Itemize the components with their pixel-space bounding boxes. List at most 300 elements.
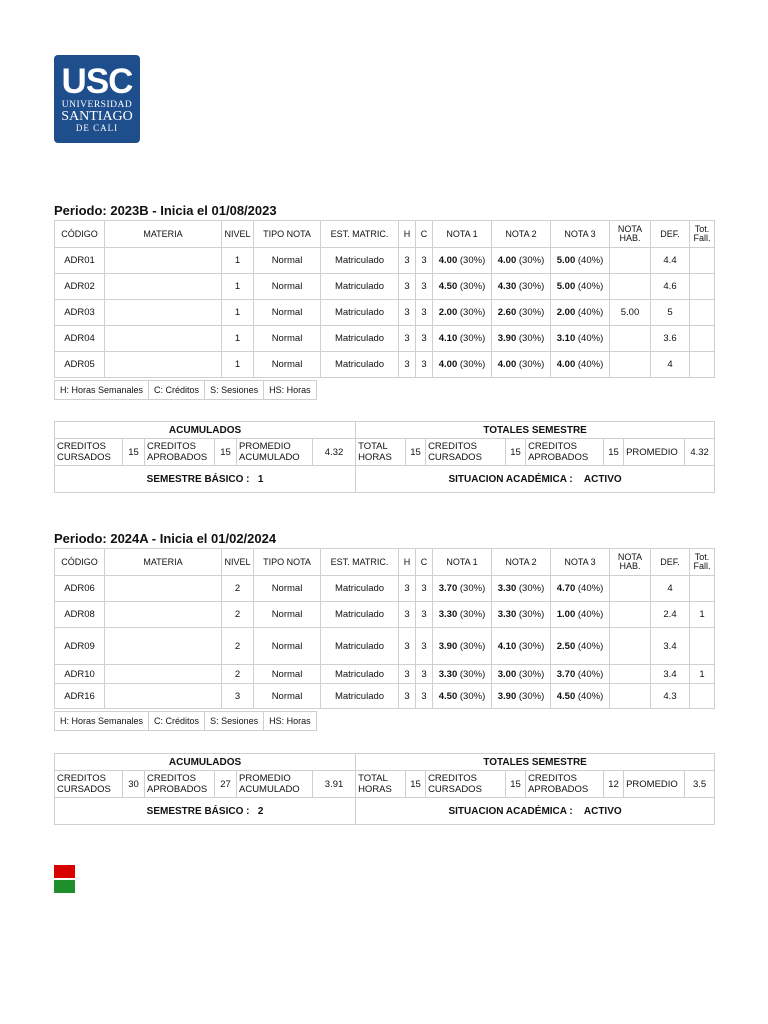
- acumulados-header: ACUMULADOS: [55, 754, 356, 771]
- cell-h: 3: [399, 576, 416, 602]
- situacion-academica-value: ACTIVO: [583, 805, 622, 817]
- cell-c: 3: [416, 684, 433, 709]
- cell-materia: [105, 326, 222, 352]
- nota-1-pct: (30%): [457, 640, 486, 652]
- cell-nota-2: [492, 326, 551, 352]
- cell-nota-3: [551, 684, 610, 709]
- cell-c: 3: [416, 274, 433, 300]
- cell-est-matric: Matriculado: [321, 326, 399, 352]
- green-legend-swatch: [54, 880, 75, 893]
- nota-3-pct: (40%): [575, 609, 604, 620]
- period-title: [54, 202, 714, 220]
- table-row: [55, 300, 715, 326]
- logo-line3: DE CALI: [75, 123, 119, 133]
- cell-est-matric: Matriculado: [321, 628, 399, 665]
- cell-tipo-nota: Normal: [254, 576, 321, 602]
- grades-header-row: [55, 221, 715, 248]
- header-c: C: [416, 221, 433, 248]
- period-title-suffix: - Inicia el 01/08/2023: [148, 203, 277, 218]
- situacion-academica: [356, 466, 715, 493]
- cell-nivel: 1: [222, 300, 254, 326]
- table-row: [55, 665, 715, 684]
- tot-cred-cursados-label: CREDITOS CURSADOS: [426, 771, 506, 798]
- cell-codigo: ADR09: [55, 628, 105, 665]
- cell-h: 3: [399, 665, 416, 684]
- logo-line2: SANTIAGO: [61, 109, 133, 124]
- header-est-matric: EST. MATRIC.: [321, 221, 399, 248]
- cell-est-matric: Matriculado: [321, 274, 399, 300]
- table-row: [55, 352, 715, 378]
- header-nota-1: NOTA 1: [433, 549, 492, 576]
- legend-item-h: H: Horas Semanales: [55, 381, 149, 400]
- nota-2-value: 4.10: [497, 640, 517, 652]
- cell-codigo: ADR16: [55, 684, 105, 709]
- cell-nota-hab: [610, 326, 651, 352]
- cell-nota-hab: [610, 665, 651, 684]
- cell-nota-hab: 5.00: [610, 300, 651, 326]
- nota-3-pct: (40%): [575, 333, 604, 344]
- cell-est-matric: Matriculado: [321, 684, 399, 709]
- period-title: [54, 530, 714, 548]
- nota-1-pct: (30%): [457, 307, 486, 318]
- cell-nota-2: [492, 274, 551, 300]
- total-horas-value: 15: [406, 439, 426, 466]
- nota-2-pct: (30%): [516, 609, 545, 620]
- cell-nota-2: [492, 300, 551, 326]
- period-section-2023b: [54, 202, 714, 400]
- cell-materia: [105, 684, 222, 709]
- cell-h: 3: [399, 248, 416, 274]
- cell-c: 3: [416, 248, 433, 274]
- cell-nota-1: [433, 352, 492, 378]
- table-row: [55, 576, 715, 602]
- nota-3-value: 5.00: [556, 255, 576, 266]
- tot-cred-cursados-label: CREDITOS CURSADOS: [426, 439, 506, 466]
- nota-3-value: 4.70: [556, 583, 576, 594]
- acumulados-header: ACUMULADOS: [55, 422, 356, 439]
- nota-3-pct: (40%): [575, 281, 604, 292]
- logo-abbr: USC: [61, 62, 133, 101]
- cell-nivel: 1: [222, 326, 254, 352]
- total-horas-label: TOTAL HORAS: [356, 771, 406, 798]
- cell-tipo-nota: Normal: [254, 602, 321, 628]
- cell-h: 3: [399, 684, 416, 709]
- header-tipo-nota: TIPO NOTA: [254, 549, 321, 576]
- nota-1-value: 4.00: [438, 255, 458, 266]
- promedio-label: PROMEDIO: [624, 439, 685, 466]
- nota-1-pct: (30%): [457, 255, 486, 266]
- nota-1-value: 4.50: [438, 690, 458, 702]
- nota-3-value: 3.10: [556, 333, 576, 344]
- grades-table: [54, 548, 715, 709]
- header-nota-3: NOTA 3: [551, 221, 610, 248]
- table-row: [55, 274, 715, 300]
- header-tot-fall: Tot. Fall.: [690, 221, 715, 248]
- cell-nivel: 3: [222, 684, 254, 709]
- nota-2-value: 3.30: [497, 583, 517, 594]
- cell-nota-2: [492, 628, 551, 665]
- table-row: [55, 628, 715, 665]
- cell-nota-hab: [610, 576, 651, 602]
- cell-c: 3: [416, 602, 433, 628]
- header-codigo: CÓDIGO: [55, 549, 105, 576]
- acum-cred-aprobados-value: 27: [215, 771, 237, 798]
- cell-materia: [105, 300, 222, 326]
- cell-tot-fall: [690, 628, 715, 665]
- cell-materia: [105, 602, 222, 628]
- cell-tipo-nota: Normal: [254, 628, 321, 665]
- acum-cred-aprobados-value: 15: [215, 439, 237, 466]
- cell-nivel: 1: [222, 274, 254, 300]
- cell-tipo-nota: Normal: [254, 326, 321, 352]
- header-codigo: CÓDIGO: [55, 221, 105, 248]
- cell-est-matric: Matriculado: [321, 602, 399, 628]
- cell-def: 3.4: [651, 665, 690, 684]
- nota-3-value: 2.00: [556, 307, 576, 318]
- cell-nota-1: [433, 628, 492, 665]
- cell-nota-2: [492, 352, 551, 378]
- nota-1-pct: (30%): [457, 668, 486, 680]
- cell-nota-3: [551, 628, 610, 665]
- table-row: [55, 684, 715, 709]
- cell-est-matric: Matriculado: [321, 248, 399, 274]
- nota-1-value: 3.70: [438, 583, 458, 594]
- tot-cred-cursados-value: 15: [506, 771, 526, 798]
- cell-h: 3: [399, 628, 416, 665]
- nota-3-pct: (40%): [575, 668, 604, 680]
- cell-codigo: ADR10: [55, 665, 105, 684]
- abbreviation-legend: [54, 380, 317, 400]
- cell-nivel: 2: [222, 628, 254, 665]
- legend-item-hs: HS: Horas: [264, 712, 317, 731]
- cell-tipo-nota: Normal: [254, 665, 321, 684]
- nota-2-pct: (30%): [516, 668, 545, 680]
- acum-cred-cursados-value: 15: [123, 439, 145, 466]
- cell-c: 3: [416, 300, 433, 326]
- cell-nota-2: [492, 665, 551, 684]
- cell-h: 3: [399, 326, 416, 352]
- header-h: H: [399, 549, 416, 576]
- cell-nota-hab: [610, 684, 651, 709]
- acum-cred-cursados-label: CREDITOS CURSADOS: [55, 439, 123, 466]
- table-row: [55, 248, 715, 274]
- cell-tipo-nota: Normal: [254, 274, 321, 300]
- cell-nota-3: [551, 665, 610, 684]
- cell-materia: [105, 248, 222, 274]
- period-title-prefix: Periodo: 2024A: [54, 531, 149, 546]
- cell-nivel: 2: [222, 576, 254, 602]
- promedio-acumulado-label: PROMEDIO ACUMULADO: [237, 439, 313, 466]
- nota-2-pct: (30%): [516, 333, 545, 344]
- tot-cred-aprobados-value: 12: [604, 771, 624, 798]
- period-summary-2024a: [54, 753, 714, 825]
- cell-nota-3: [551, 274, 610, 300]
- logo-line1: UNIVERSIDAD: [61, 100, 133, 110]
- acum-cred-aprobados-label: CREDITOS APROBADOS: [145, 771, 215, 798]
- cell-h: 3: [399, 602, 416, 628]
- cell-tot-fall: [690, 274, 715, 300]
- cell-nota-1: [433, 300, 492, 326]
- cell-nota-1: [433, 576, 492, 602]
- cell-tipo-nota: Normal: [254, 300, 321, 326]
- legend-item-c: C: Créditos: [149, 381, 205, 400]
- nota-3-value: 4.00: [556, 359, 576, 370]
- cell-nota-3: [551, 326, 610, 352]
- cell-nota-3: [551, 602, 610, 628]
- cell-nota-1: [433, 274, 492, 300]
- cell-nivel: 2: [222, 602, 254, 628]
- university-logo: [54, 55, 140, 143]
- abbreviation-legend: [54, 711, 317, 731]
- nota-2-pct: (30%): [516, 307, 545, 318]
- cell-nota-1: [433, 248, 492, 274]
- cell-tipo-nota: Normal: [254, 248, 321, 274]
- nota-1-pct: (30%): [457, 333, 486, 344]
- nota-1-value: 2.00: [438, 307, 458, 318]
- red-legend-swatch: [54, 865, 75, 878]
- legend-item-c: C: Créditos: [149, 712, 205, 731]
- cell-tot-fall: [690, 684, 715, 709]
- cell-nota-3: [551, 352, 610, 378]
- cell-est-matric: Matriculado: [321, 300, 399, 326]
- cell-nivel: 1: [222, 352, 254, 378]
- nota-3-value: 5.00: [556, 281, 576, 292]
- cell-codigo: ADR01: [55, 248, 105, 274]
- nota-1-value: 3.90: [438, 640, 458, 652]
- cell-def: 4.4: [651, 248, 690, 274]
- promedio-acumulado-value: 3.91: [313, 771, 356, 798]
- period-title-prefix: Periodo: 2023B: [54, 203, 149, 218]
- acum-cred-aprobados-label: CREDITOS APROBADOS: [145, 439, 215, 466]
- totales-semestre-header: TOTALES SEMESTRE: [356, 754, 715, 771]
- cell-def: 2.4: [651, 602, 690, 628]
- semestre-basico-value: 1: [257, 473, 264, 485]
- promedio-acumulado-label: PROMEDIO ACUMULADO: [237, 771, 313, 798]
- cell-materia: [105, 274, 222, 300]
- cell-tot-fall: 1: [690, 665, 715, 684]
- nota-3-pct: (40%): [575, 640, 604, 652]
- cell-materia: [105, 665, 222, 684]
- legend-item-s: S: Sesiones: [205, 712, 264, 731]
- nota-3-value: 3.70: [556, 668, 576, 680]
- nota-1-pct: (30%): [457, 609, 486, 620]
- cell-h: 3: [399, 352, 416, 378]
- cell-tipo-nota: Normal: [254, 352, 321, 378]
- cell-def: 4.3: [651, 684, 690, 709]
- nota-2-value: 3.90: [497, 690, 517, 702]
- nota-2-pct: (30%): [516, 640, 545, 652]
- nota-2-pct: (30%): [516, 281, 545, 292]
- acum-cred-cursados-value: 30: [123, 771, 145, 798]
- period-section-2024a: [54, 530, 714, 731]
- header-nota-3: NOTA 3: [551, 549, 610, 576]
- header-materia: MATERIA: [105, 549, 222, 576]
- nota-3-pct: (40%): [575, 255, 604, 266]
- cell-materia: [105, 628, 222, 665]
- promedio-value: 4.32: [685, 439, 715, 466]
- cell-materia: [105, 576, 222, 602]
- nota-1-value: 3.30: [438, 609, 458, 620]
- semestre-basico-label: SEMESTRE BÁSICO :: [146, 805, 250, 817]
- cell-nota-1: [433, 665, 492, 684]
- header-materia: MATERIA: [105, 221, 222, 248]
- cell-est-matric: Matriculado: [321, 352, 399, 378]
- totales-semestre-header: TOTALES SEMESTRE: [356, 422, 715, 439]
- nota-2-value: 4.30: [497, 281, 517, 292]
- nota-3-value: 2.50: [556, 640, 576, 652]
- cell-codigo: ADR03: [55, 300, 105, 326]
- total-horas-value: 15: [406, 771, 426, 798]
- cell-nota-2: [492, 602, 551, 628]
- cell-codigo: ADR08: [55, 602, 105, 628]
- nota-1-value: 3.30: [438, 668, 458, 680]
- legend-item-s: S: Sesiones: [205, 381, 264, 400]
- tot-cred-cursados-value: 15: [506, 439, 526, 466]
- header-tot-fall: Tot. Fall.: [690, 549, 715, 576]
- nota-1-pct: (30%): [457, 281, 486, 292]
- header-est-matric: EST. MATRIC.: [321, 549, 399, 576]
- header-def: DEF.: [651, 221, 690, 248]
- cell-est-matric: Matriculado: [321, 576, 399, 602]
- cell-def: 3.4: [651, 628, 690, 665]
- nota-3-pct: (40%): [575, 359, 604, 370]
- header-nivel: NIVEL: [222, 549, 254, 576]
- cell-nota-3: [551, 300, 610, 326]
- cell-c: 3: [416, 576, 433, 602]
- cell-c: 3: [416, 326, 433, 352]
- cell-nota-hab: [610, 602, 651, 628]
- cell-tot-fall: [690, 326, 715, 352]
- cell-codigo: ADR02: [55, 274, 105, 300]
- header-nota-1: NOTA 1: [433, 221, 492, 248]
- nota-2-value: 3.30: [497, 609, 517, 620]
- nota-2-pct: (30%): [516, 690, 545, 702]
- semestre-basico-label: SEMESTRE BÁSICO :: [146, 473, 250, 485]
- legend-item-hs: HS: Horas: [264, 381, 317, 400]
- cell-tot-fall: [690, 248, 715, 274]
- cell-def: 5: [651, 300, 690, 326]
- cell-def: 3.6: [651, 326, 690, 352]
- cell-nota-3: [551, 576, 610, 602]
- grades-header-row: [55, 549, 715, 576]
- cell-tot-fall: [690, 300, 715, 326]
- nota-3-value: 1.00: [556, 609, 576, 620]
- nota-2-pct: (30%): [516, 583, 545, 594]
- nota-1-pct: (30%): [457, 583, 486, 594]
- cell-h: 3: [399, 274, 416, 300]
- nota-2-pct: (30%): [516, 359, 545, 370]
- promedio-label: PROMEDIO: [624, 771, 685, 798]
- nota-2-value: 4.00: [497, 255, 517, 266]
- cell-tot-fall: 1: [690, 602, 715, 628]
- cell-nota-hab: [610, 352, 651, 378]
- cell-c: 3: [416, 628, 433, 665]
- tot-cred-aprobados-label: CREDITOS APROBADOS: [526, 439, 604, 466]
- cell-nivel: 2: [222, 665, 254, 684]
- acum-cred-cursados-label: CREDITOS CURSADOS: [55, 771, 123, 798]
- cell-nota-1: [433, 684, 492, 709]
- cell-codigo: ADR05: [55, 352, 105, 378]
- situacion-academica-label: SITUACION ACADÉMICA :: [448, 473, 573, 485]
- cell-c: 3: [416, 352, 433, 378]
- summary-table: [54, 421, 715, 493]
- situacion-academica: [356, 798, 715, 825]
- table-row: [55, 326, 715, 352]
- tot-cred-aprobados-label: CREDITOS APROBADOS: [526, 771, 604, 798]
- nota-3-value: 4.50: [556, 690, 576, 702]
- header-nota-hab: NOTA HAB.: [610, 549, 651, 576]
- cell-def: 4: [651, 576, 690, 602]
- promedio-acumulado-value: 4.32: [313, 439, 356, 466]
- cell-est-matric: Matriculado: [321, 665, 399, 684]
- header-tipo-nota: TIPO NOTA: [254, 221, 321, 248]
- cell-tot-fall: [690, 352, 715, 378]
- header-c: C: [416, 549, 433, 576]
- header-nivel: NIVEL: [222, 221, 254, 248]
- cell-codigo: ADR04: [55, 326, 105, 352]
- nota-2-value: 2.60: [497, 307, 517, 318]
- semestre-basico: [55, 798, 356, 825]
- nota-2-value: 4.00: [497, 359, 517, 370]
- table-row: [55, 602, 715, 628]
- cell-nota-1: [433, 602, 492, 628]
- cell-nota-2: [492, 684, 551, 709]
- nota-1-value: 4.00: [438, 359, 458, 370]
- grades-table: [54, 220, 715, 378]
- header-def: DEF.: [651, 549, 690, 576]
- situacion-academica-label: SITUACION ACADÉMICA :: [448, 805, 573, 817]
- nota-1-value: 4.10: [438, 333, 458, 344]
- legend-item-h: H: Horas Semanales: [55, 712, 149, 731]
- cell-codigo: ADR06: [55, 576, 105, 602]
- nota-3-pct: (40%): [575, 583, 604, 594]
- header-nota-2: NOTA 2: [492, 549, 551, 576]
- cell-nota-hab: [610, 248, 651, 274]
- cell-h: 3: [399, 300, 416, 326]
- nota-3-pct: (40%): [575, 307, 604, 318]
- period-summary-2023b: [54, 421, 714, 493]
- cell-tot-fall: [690, 576, 715, 602]
- situacion-academica-value: ACTIVO: [583, 473, 622, 485]
- cell-c: 3: [416, 665, 433, 684]
- cell-nota-1: [433, 326, 492, 352]
- nota-1-value: 4.50: [438, 281, 458, 292]
- tot-cred-aprobados-value: 15: [604, 439, 624, 466]
- cell-tipo-nota: Normal: [254, 684, 321, 709]
- nota-2-pct: (30%): [516, 255, 545, 266]
- nota-2-value: 3.90: [497, 333, 517, 344]
- header-h: H: [399, 221, 416, 248]
- promedio-value: 3.5: [685, 771, 715, 798]
- header-nota-2: NOTA 2: [492, 221, 551, 248]
- cell-nota-hab: [610, 274, 651, 300]
- nota-1-pct: (30%): [457, 690, 486, 702]
- cell-nota-hab: [610, 628, 651, 665]
- header-nota-hab: NOTA HAB.: [610, 221, 651, 248]
- period-title-suffix: - Inicia el 01/02/2024: [148, 531, 277, 546]
- nota-3-pct: (40%): [575, 690, 604, 702]
- total-horas-label: TOTAL HORAS: [356, 439, 406, 466]
- semestre-basico: [55, 466, 356, 493]
- summary-table: [54, 753, 715, 825]
- nota-2-value: 3.00: [497, 668, 517, 680]
- cell-nota-2: [492, 576, 551, 602]
- nota-1-pct: (30%): [457, 359, 486, 370]
- cell-nota-2: [492, 248, 551, 274]
- cell-nivel: 1: [222, 248, 254, 274]
- cell-def: 4: [651, 352, 690, 378]
- semestre-basico-value: 2: [257, 805, 264, 817]
